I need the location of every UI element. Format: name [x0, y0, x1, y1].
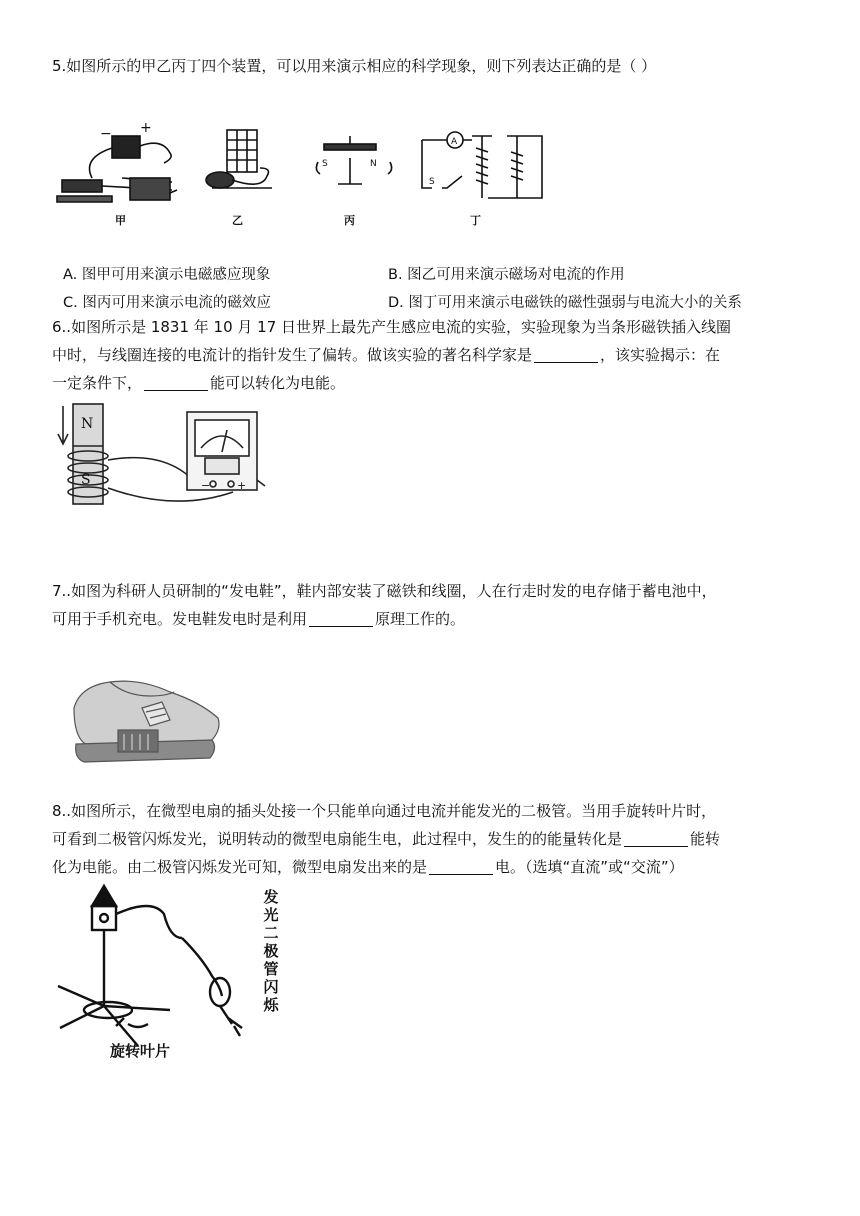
- q6-line-1: 6..如图所示是 1831 年 10 月 17 日世界上最先产生感应电流的实验，实验现象为当条形磁铁插入线圈: [52, 318, 732, 336]
- svg-text:N: N: [370, 159, 377, 169]
- magnet-n-label: N: [81, 416, 94, 432]
- q7-line-1: 7..如图为科研人员研制的“发电鞋”，鞋内部安装了磁铁和线圈，人在行走时发的电存储于蓄电池中，: [52, 582, 717, 600]
- caption-bing: 丙: [344, 214, 355, 227]
- q6-blank-scientist[interactable]: [534, 346, 598, 363]
- device-bing-illustration: [316, 136, 391, 184]
- q7-line-2: 可用于手机充电。发电鞋发电时是利用 原理工作的。: [52, 610, 466, 628]
- option-a: A. 图甲可用来演示电磁感应现象: [63, 267, 271, 283]
- q8-fan-figure: [52, 878, 262, 1068]
- svg-text:S: S: [322, 159, 328, 169]
- q7-shoe-figure: [70, 668, 225, 768]
- meter-minus-label: −: [201, 479, 211, 492]
- label-rotate-blades: 旋转叶片: [110, 1042, 171, 1060]
- q8-line-3: 化为电能。由二极管闪烁发光可知，微型电扇发出来的是 电。（选填“直流”或“交流”）: [52, 858, 684, 876]
- q6-line-2: 中时，与线圈连接的电流计的指针发生了偏转。做该实验的著名科学家是 ，该实验揭示：在: [52, 346, 721, 364]
- q8-line-2: 可看到二极管闪烁发光，说明转动的微型电扇能生电，此过程中，发生的的能量转化是 能转: [52, 830, 721, 848]
- magnet-s-label: S: [81, 472, 91, 488]
- label-diode-flash: 发 光 二 极 管 闪 烁: [263, 888, 279, 1014]
- device-yi-illustration: [206, 130, 272, 188]
- device-jia-illustration: [57, 120, 177, 202]
- q5-figure: [52, 118, 552, 233]
- svg-text:A: A: [451, 137, 458, 147]
- option-b: B. 图乙可用来演示磁场对电流的作用: [388, 267, 625, 283]
- svg-text:S: S: [429, 177, 435, 187]
- q5-stem: 5.如图所示的甲乙丙丁四个装置，可以用来演示相应的科学现象，则下列表达正确的是（ ）: [52, 57, 657, 75]
- meter-plus-label: +: [237, 479, 247, 492]
- caption-yi: 乙: [232, 214, 243, 227]
- q8-line-1: 8..如图所示，在微型电扇的插头处接一个只能单向通过电流并能发光的二极管。当用手旋转叶片时，: [52, 802, 717, 820]
- option-c: C. 图丙可用来演示电流的磁效应: [63, 295, 271, 311]
- q8-blank-current-type[interactable]: [429, 858, 493, 875]
- svg-text:+: +: [140, 120, 152, 136]
- down-arrow-icon: [58, 406, 68, 444]
- q7-blank-principle[interactable]: [309, 610, 373, 627]
- q6-line-3: 一定条件下， 能可以转化为电能。: [52, 374, 346, 392]
- caption-jia: 甲: [115, 214, 126, 227]
- q7-text: [52, 577, 812, 633]
- q6-blank-energy[interactable]: [144, 374, 208, 391]
- svg-text:−: −: [100, 126, 112, 142]
- caption-ding: 丁: [470, 214, 481, 227]
- q8-text: [52, 797, 812, 881]
- q6-figure: [55, 400, 275, 512]
- device-ding-illustration: [422, 132, 542, 198]
- q6-text: [52, 313, 812, 397]
- q8-blank-energy[interactable]: [624, 830, 688, 847]
- option-d: D. 图丁可用来演示电磁铁的磁性强弱与电流大小的关系: [388, 295, 742, 311]
